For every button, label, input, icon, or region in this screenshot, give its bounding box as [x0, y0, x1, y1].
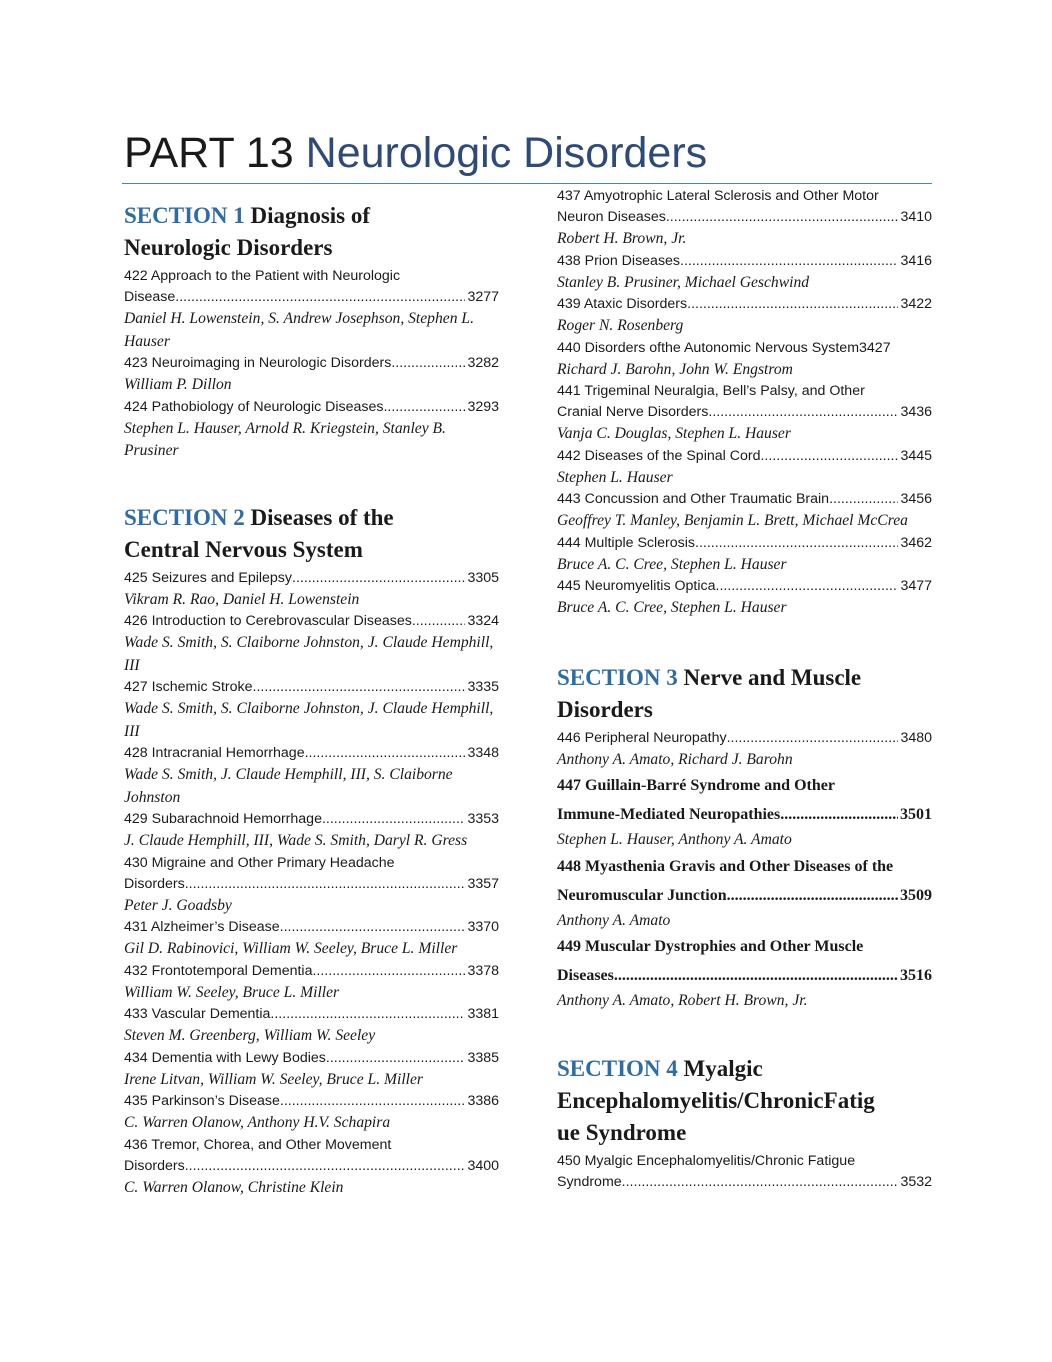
chapter-title: 440 Disorders ofthe Autonomic Nervous System3427 [557, 339, 891, 356]
chapter-authors: Roger N. Rosenberg [557, 317, 684, 334]
chapter-433[interactable] [124, 1004, 499, 1048]
dot-leader [614, 961, 898, 990]
chapter-authors: C. Warren Olanow, Christine Klein [124, 1178, 344, 1196]
chapter-authors: Irene Litvan, William W. Seeley, Bruce L. Miller [124, 1070, 423, 1088]
dot-leader [695, 533, 898, 554]
page-number: 3277 [467, 289, 499, 305]
chapter-authors: J. Claude Hemphill, III, Wade S. Smith, Daryl R. Gress [124, 832, 468, 849]
chapter-445[interactable] [557, 576, 932, 620]
right-column [557, 186, 932, 1193]
page-number: 3516 [900, 967, 932, 984]
dot-leader [312, 961, 465, 982]
chapter-title: 447 Guillain-Barré Syndrome and Other [557, 777, 835, 794]
left-column [124, 186, 499, 1199]
chapter-title-line [557, 1172, 932, 1193]
section-3-title-line-2: Disorders [557, 696, 653, 722]
chapter-title-line [124, 1048, 499, 1069]
chapter-authors: Richard J. Barohn, John W. Engstrom [557, 360, 793, 378]
section-2-title-line-2: Central Nervous System [124, 536, 363, 562]
page-number: 3386 [467, 1093, 499, 1109]
page-number: 3509 [900, 886, 932, 904]
chapter-title: 436 Tremor, Chorea, and Other Movement [124, 1136, 392, 1153]
dot-leader [270, 1004, 465, 1025]
dot-leader [716, 576, 899, 597]
chapter-title-continued: Neuron Diseases [557, 209, 666, 225]
dot-leader [326, 1048, 466, 1069]
section-1-title-line-2: Neurologic Disorders [124, 235, 333, 260]
chapter-title-line [124, 743, 499, 764]
page-number: 3462 [900, 534, 932, 551]
chapter-title-line [124, 917, 499, 938]
dot-leader [760, 446, 898, 467]
chapter-title-line [557, 881, 932, 910]
chapter-authors: C. Warren Olanow, Anthony H.V. Schapira [124, 1114, 391, 1131]
chapter-434[interactable] [124, 1048, 499, 1092]
chapter-title-line [557, 800, 932, 829]
chapter-authors: Wade S. Smith, S. Claiborne Johnston, J. Claude Hemphill, III [124, 700, 494, 740]
chapter-title: 433 Vascular Dementia [124, 1006, 271, 1022]
chapter-title: 423 Neuroimaging in Neurologic Disorders [124, 355, 392, 371]
chapter-title: 424 Pathobiology of Neurologic Diseases [124, 398, 384, 415]
dot-leader [391, 353, 465, 374]
chapter-425[interactable] [124, 568, 499, 612]
chapter-authors: Stephen L. Hauser, Anthony A. Amato [557, 831, 792, 848]
dot-leader [185, 1156, 466, 1177]
page-number: 3477 [900, 578, 932, 594]
page-title [124, 126, 707, 180]
chapter-435[interactable] [124, 1091, 499, 1135]
dot-leader [305, 743, 466, 764]
dot-leader [780, 800, 898, 829]
dot-leader [175, 287, 465, 308]
chapter-title: 426 Introduction to Cerebrovascular Diseases [124, 613, 412, 629]
chapter-title-line [124, 353, 499, 374]
page-number: 3282 [467, 355, 499, 371]
chapter-title: 427 Ischemic Stroke [124, 679, 253, 695]
chapter-title-line [557, 294, 932, 315]
dot-leader [280, 917, 466, 938]
dot-leader [687, 294, 898, 315]
section-1-heading [124, 200, 499, 264]
section-3-number: SECTION 3 [557, 664, 678, 690]
page-number: 3410 [900, 209, 932, 225]
chapter-title-line [124, 397, 499, 418]
chapter-authors: Vikram R. Rao, Daniel H. Lowenstein [124, 590, 360, 608]
chapter-443[interactable] [557, 489, 932, 533]
chapter-447[interactable] [557, 771, 932, 852]
chapter-title: 438 Prion Diseases [557, 252, 681, 269]
section-4-title-line-2: Encephalomyelitis/ChronicFatig [557, 1087, 875, 1113]
chapter-title-line [557, 446, 932, 467]
section-1-title-line-1: Diagnosis of [250, 203, 371, 228]
chapter-title-continued: Syndrome [557, 1173, 622, 1190]
chapter-422[interactable] [124, 266, 499, 353]
chapter-title: 429 Subarachnoid Hemorrhage [124, 811, 322, 827]
page-number: 3480 [900, 729, 932, 746]
chapter-title-line [124, 287, 499, 308]
chapter-449[interactable] [557, 932, 932, 1013]
chapter-title: 448 Myasthenia Gravis and Other Diseases of the [557, 857, 894, 875]
dot-leader [253, 677, 466, 698]
chapter-424[interactable] [124, 397, 499, 463]
dot-leader [829, 489, 898, 510]
chapter-title-line [557, 489, 932, 510]
chapter-title: 431 Alzheimer’s Disease [124, 919, 280, 935]
chapter-title-line [124, 961, 499, 982]
chapter-448[interactable] [557, 852, 932, 933]
dot-leader [622, 1172, 899, 1193]
section-4-title-line-1: Myalgic [683, 1055, 763, 1081]
chapter-444[interactable] [557, 533, 932, 577]
chapter-title-line [124, 568, 499, 589]
chapter-title: 446 Peripheral Neuropathy [557, 729, 727, 746]
chapter-442[interactable] [557, 446, 932, 490]
dot-leader [666, 207, 899, 228]
page-number: 3305 [467, 569, 499, 586]
chapter-title-continued: Disorders [124, 1157, 185, 1174]
chapter-authors: Vanja C. Douglas, Stephen L. Hauser [557, 425, 791, 442]
dot-leader [292, 568, 465, 589]
chapter-446[interactable] [557, 728, 932, 772]
chapter-title: 428 Intracranial Hemorrhage [124, 745, 305, 761]
chapter-431[interactable] [124, 917, 499, 961]
chapter-authors: Stephen L. Hauser [557, 468, 673, 486]
page-number: 3353 [467, 811, 499, 827]
chapter-438[interactable] [557, 251, 932, 295]
chapter-authors: Daniel H. Lowenstein, S. Andrew Josephson, Stephen L. Hauser [124, 310, 474, 350]
chapter-title: 441 Trigeminal Neuralgia, Bell’s Palsy, and Other [557, 383, 865, 399]
page-number: 3378 [467, 962, 499, 979]
chapter-title: 450 Myalgic Encephalomyelitis/Chronic Fatigue [557, 1152, 856, 1169]
page-number: 3400 [467, 1157, 499, 1174]
dot-leader [185, 874, 466, 895]
chapter-437[interactable] [557, 186, 932, 251]
chapter-title-line [557, 961, 932, 990]
chapter-title-line [124, 809, 499, 830]
chapter-title-line [124, 874, 499, 895]
chapter-authors: Bruce A. C. Cree, Stephen L. Hauser [557, 599, 787, 616]
chapter-436[interactable] [124, 1135, 499, 1200]
title-underline [122, 183, 932, 184]
chapter-428[interactable] [124, 743, 499, 809]
section-1-number: SECTION 1 [124, 203, 245, 228]
chapter-title: 432 Frontotemporal Dementia [124, 962, 313, 979]
dot-leader [322, 809, 465, 830]
chapter-authors: Wade S. Smith, J. Claude Hemphill, III, S. Claiborne Johnston [124, 766, 453, 806]
chapter-title-continued: Cranial Nerve Disorders [557, 404, 709, 420]
section-4-heading [557, 1053, 932, 1149]
chapter-title: 443 Concussion and Other Traumatic Brain [557, 491, 830, 507]
dot-leader [727, 728, 899, 749]
chapter-title-line [557, 207, 932, 228]
chapter-title-continued: Disorders [124, 875, 185, 892]
chapter-title-line [124, 1156, 499, 1177]
chapter-440[interactable] [557, 338, 932, 382]
chapter-title-line [557, 402, 932, 423]
dot-leader [680, 251, 898, 272]
chapter-title: 439 Ataxic Disorders [557, 296, 688, 312]
section-4-title-line-3: ue Syndrome [557, 1119, 687, 1145]
chapter-title-line [124, 677, 499, 698]
dot-leader [383, 397, 465, 418]
chapter-authors: Peter J. Goadsby [124, 896, 232, 914]
page-number: 3385 [467, 1049, 499, 1066]
chapter-title: 437 Amyotrophic Lateral Sclerosis and Other Motor [557, 188, 879, 204]
chapter-439[interactable] [557, 294, 932, 338]
dot-leader [727, 881, 898, 910]
chapter-title-continued: Neuromuscular Junction [557, 886, 727, 904]
chapter-authors: Anthony A. Amato, Richard J. Barohn [557, 750, 793, 768]
dot-leader [708, 402, 898, 423]
chapter-title: 445 Neuromyelitis Optica [557, 578, 716, 594]
chapter-title-line [124, 1091, 499, 1112]
page-number: 3335 [467, 679, 499, 695]
chapter-authors: Bruce A. C. Cree, Stephen L. Hauser [557, 555, 787, 573]
chapter-title-line [557, 728, 932, 749]
chapter-authors: William P. Dillon [124, 376, 232, 393]
dot-leader [280, 1091, 466, 1112]
chapter-title-line [557, 251, 932, 272]
chapter-title-line [124, 611, 499, 632]
chapter-427[interactable] [124, 677, 499, 743]
page-number: 3324 [467, 613, 499, 629]
chapter-title-line [557, 533, 932, 554]
page-number: 3370 [467, 919, 499, 935]
page-number: 3293 [467, 398, 499, 415]
chapter-authors: William W. Seeley, Bruce L. Miller [124, 983, 340, 1001]
page-number: 3445 [900, 447, 932, 464]
chapter-title: 444 Multiple Sclerosis [557, 534, 695, 551]
chapter-authors: Robert H. Brown, Jr. [557, 230, 687, 247]
chapter-title-line [124, 1004, 499, 1025]
chapter-title: 434 Dementia with Lewy Bodies [124, 1049, 326, 1066]
chapter-authors: Stanley B. Prusiner, Michael Geschwind [557, 273, 810, 291]
chapter-450[interactable] [557, 1151, 932, 1193]
page-number: 3501 [900, 806, 932, 823]
page-number: 3422 [900, 296, 932, 312]
chapter-title: 442 Diseases of the Spinal Cord [557, 447, 761, 464]
chapter-authors: Anthony A. Amato [557, 911, 671, 929]
section-2-title-line-1: Diseases of the [250, 504, 394, 530]
chapter-authors: Stephen L. Hauser, Arnold R. Kriegstein, Stanley B. Prusiner [124, 419, 446, 459]
chapter-432[interactable] [124, 961, 499, 1005]
page-number: 3348 [467, 745, 499, 761]
chapter-title: 425 Seizures and Epilepsy [124, 569, 292, 586]
page-number: 3381 [467, 1006, 499, 1022]
chapter-authors: Geoffrey T. Manley, Benjamin L. Brett, Michael McCrea [557, 512, 908, 529]
section-2-heading [124, 502, 499, 566]
page-number: 3436 [900, 404, 932, 420]
chapter-title: 422 Approach to the Patient with Neurologic [124, 268, 401, 284]
section-3-title-line-1: Nerve and Muscle [683, 664, 862, 690]
page-number: 3416 [900, 252, 932, 269]
section-4-number: SECTION 4 [557, 1055, 678, 1081]
chapter-423[interactable] [124, 353, 499, 397]
chapter-title-continued: Disease [124, 289, 176, 305]
chapter-430[interactable] [124, 853, 499, 918]
chapter-429[interactable] [124, 809, 499, 853]
section-2-number: SECTION 2 [124, 504, 245, 530]
chapter-title-continued: Diseases [557, 967, 614, 984]
section-3-heading [557, 662, 932, 726]
chapter-title-line [557, 576, 932, 597]
chapter-title: 449 Muscular Dystrophies and Other Muscle [557, 938, 864, 955]
chapter-authors: Gil D. Rabinovici, William W. Seeley, Bruce L. Miller [124, 940, 458, 957]
chapter-441[interactable] [557, 381, 932, 446]
chapter-title: 435 Parkinson’s Disease [124, 1093, 280, 1109]
chapter-426[interactable] [124, 611, 499, 677]
chapter-authors: Wade S. Smith, S. Claiborne Johnston, J. Claude Hemphill, III [124, 634, 494, 674]
chapter-title: 430 Migraine and Other Primary Headache [124, 854, 395, 871]
page-number: 3532 [900, 1173, 932, 1190]
page-number: 3357 [467, 875, 499, 892]
part-number: PART 13 [124, 129, 294, 177]
part-title: Neurologic Disorders [305, 129, 708, 177]
dot-leader [412, 611, 466, 632]
chapter-title-continued: Immune-Mediated Neuropathies [557, 806, 781, 823]
chapter-authors: Anthony A. Amato, Robert H. Brown, Jr. [557, 992, 808, 1009]
chapter-authors: Steven M. Greenberg, William W. Seeley [124, 1027, 376, 1044]
page-number: 3456 [900, 491, 932, 507]
